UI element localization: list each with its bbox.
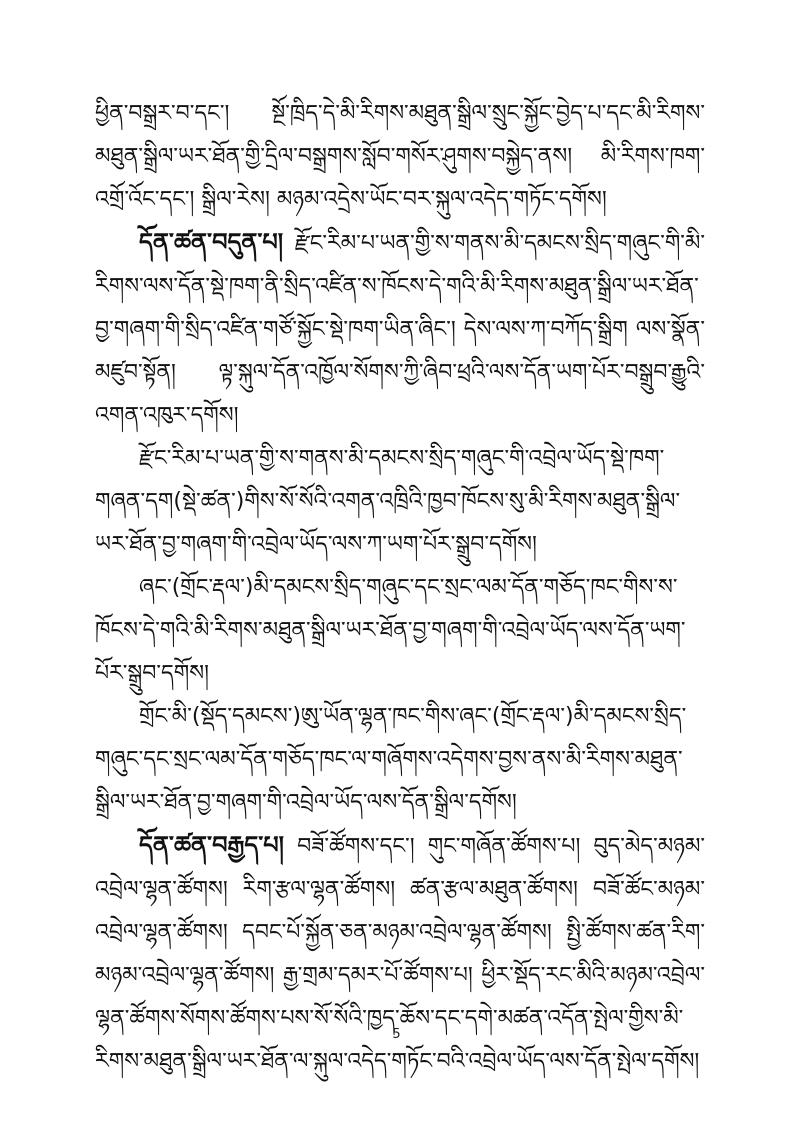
- paragraph-3-text: རྫོང་རིམ་པ་ཡན་གྱི་ས་གནས་མི་དམངས་སྲིད་གཞུང་གི་འབྲེལ་ཡོད་སྡེ་ཁག་གཞན་དག(སྡེ་ཚན་)གིས་སོ་སོའི་འགན་འཁྲིའི་ཁྱབ་ཁོངས་སུ་མི་རིགས་མཐུན་སྒྲིལ་ཡར་ཐོན་བྱ་གཞག་གི་འབྲེལ་ཡོད་ལས་ཀ་ཡག་པོར་སྒྲུབ་དགོས།: [95, 446, 681, 557]
- paragraph-1-text: ཕྱིན་བསྒྲར་བ་དང་། སྔོ་ཁྲིད་དེ་མི་རིགས་མཐུན་སྒྲིལ་སྲུང་སྐྱོང་བྱེད་པ་དང་མི་རིགས་མཐུན་སྒྲིལ་ཡར་ཐོན་གྱི་དྲིལ་བསྒྲགས་སློབ་གསོར་ཤུགས་བསྐྱེད་ནས། མི་རིགས་ཁག་འགྲོ་འོང་དང་། སྒྲིལ་རེས། མཉམ་འདྲེས་ཡོང་བར་སྐུལ་འདེད་གཏོང་དགོས།: [95, 101, 705, 212]
- article-8-text: བཟོ་ཚོགས་དང་། གུང་གཞོན་ཚོགས་པ། བུད་མེད་མཉམ་འབྲེལ་ལྷན་ཚོགས། རིག་རྩལ་ལྷན་ཚོགས། ཚན་རྩལ་མཐུན་ཚོགས། བཟོ་ཚོང་མཉམ་འབྲེལ་ལྷན་ཚོགས། དབང་པོ་སྐྱོན་ཅན་མཉམ་འབྲེལ་ལྷན་ཚོགས། སྤྱི་ཚོགས་ཚན་རིག་མཉམ་འབྲེལ་ལྷན་ཚོགས། རྒྱ་གྲམ་དམར་པོ་ཚོགས་པ། ཕྱིར་སྡོད་རང་མིའི་མཉམ་འབྲེལ་ལྷན་ཚོགས་སོགས་ཚོགས་པས་སོ་སོའི་ཁྱད་ཆོས་དང་དགེ་མཚན་འདོན་སྤེལ་གྱིས་མི་རིགས་མཐུན་སྒྲིལ་ཡར་ཐོན་ལ་སྐུལ་འདེད་གཏོང་བའི་འབྲེལ་ཡོད་ལས་དོན་སྤེལ་དགོས།: [95, 834, 706, 1074]
- paragraph-5: [95, 695, 705, 824]
- paragraph-4: [95, 566, 705, 695]
- article-8-paragraph: [95, 824, 705, 1083]
- article-8-heading: དོན་ཚན་བརྒྱད་པ།: [139, 831, 285, 859]
- paragraph-1: [95, 92, 705, 221]
- page-number: 5: [392, 1027, 401, 1042]
- document-body: [95, 92, 705, 1083]
- article-7-heading: དོན་ཚན་བདུན་པ།: [139, 228, 284, 256]
- paragraph-5-text: གྲོང་མི་(སྡོད་དམངས་)ཨུ་ཡོན་ལྷན་ཁང་གིས་ཞང་(གྲོང་རྡལ་)མི་དམངས་སྲིད་གཞུང་དང་སྲང་ལམ་དོན་གཅོད་ཁང་ལ་གཞོགས་འདེགས་བྱས་ནས་མི་རིགས་མཐུན་སྒྲིལ་ཡར་ཐོན་བྱ་གཞག་གི་འབྲེལ་ཡོད་ལས་དོན་སྒྲིལ་དགོས།: [95, 704, 687, 815]
- article-7-text: རྫོང་རིམ་པ་ཡན་གྱི་ས་གནས་མི་དམངས་སྲིད་གཞུང་གི་མི་རིགས་ལས་དོན་སྡེ་ཁག་ནི་སྲིད་འཛིན་ས་ཁོངས་དེ་གའི་མི་རིགས་མཐུན་སྒྲིལ་ཡར་ཐོན་བྱ་གཞག་གི་སྲིད་འཛིན་གཙོ་སྐྱོང་སྡེ་ཁག་ཡིན་ཞིང་། དེས་ལས་ཀ་བཀོད་སྒྲིག ལས་སྣོན་མཛུབ་སྟོན། ལྟ་སྐུལ་དོན་འཁྱོལ་སོགས་ཀྱི་ཞིབ་ཕྲའི་ལས་དོན་ཡག་པོར་བསྒྲུབ་རྒྱུའི་འགན་འཁུར་དགོས།: [95, 231, 705, 428]
- paragraph-4-text: ཞང་(གྲོང་རྡལ་)མི་དམངས་སྲིད་གཞུང་དང་སྲང་ལམ་དོན་གཅོད་ཁང་གིས་ས་ཁོངས་དེ་གའི་མི་རིགས་མཐུན་སྒྲིལ་ཡར་ཐོན་བྱ་གཞག་གི་འབྲེལ་ཡོད་ལས་དོན་ཡག་པོར་སྒྲུབ་དགོས།: [95, 575, 686, 686]
- paragraph-3: [95, 437, 705, 566]
- article-7-paragraph: [95, 221, 705, 437]
